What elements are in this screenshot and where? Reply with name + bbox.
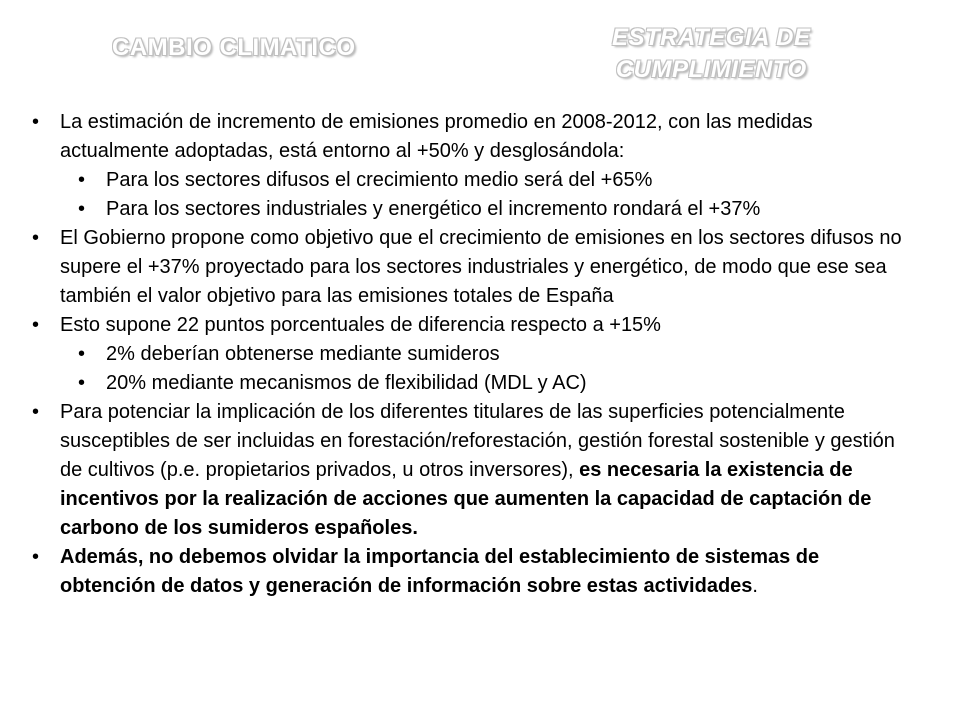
slide-title-right-line2: CUMPLIMIENTO bbox=[615, 56, 807, 83]
bullet-emissions-estimate: • La estimación de incremento de emisiones promedio en 2008-2012, con las medidas actualmente adoptadas, está entorno al +50% y desglosándola: bbox=[30, 108, 920, 166]
bullet-data-systems-end: . bbox=[752, 575, 758, 597]
bullet-incentives-text: Para potenciar la implicación de los diferentes titulares de las superficies potencialmente susceptibles de ser incluidas en forestación/reforestación, gestión forestal sostenible y gestión de cultivos (p.e. propietarios privados, u otros inversores), bbox=[60, 401, 895, 481]
bullet-data-systems bbox=[30, 543, 920, 601]
sub-bullet-sinks: • 2% deberían obtenerse mediante sumideros bbox=[30, 340, 920, 369]
bullet-data-systems-bold-text: Además, no debemos olvidar la importancia del establecimiento de sistemas de obtención de datos y generación de información sobre estas actividades bbox=[60, 546, 820, 597]
slide-title-right bbox=[612, 22, 811, 86]
sub-bullet-diffuse-sectors: • Para los sectores difusos el crecimiento medio será del +65% bbox=[30, 166, 920, 195]
sub-bullet-flexibility-mechanisms: • 20% mediante mecanismos de flexibilidad (MDL y AC) bbox=[30, 369, 920, 398]
slide-title-right-line1: ESTRATEGIA DE bbox=[612, 24, 811, 51]
bullet-incentives-bold-text: es necesaria la existencia de incentivos por la realización de acciones que aumenten la capacidad de captación de carbono de los sumideros españoles. bbox=[60, 459, 872, 539]
sub-bullet-industrial-sectors: • Para los sectores industriales y energético el incremento rondará el +37% bbox=[30, 195, 920, 224]
slide-title-left: CAMBIO CLIMATICO bbox=[112, 34, 356, 61]
slide-body bbox=[30, 108, 920, 601]
bullet-government-objective: • El Gobierno propone como objetivo que el crecimiento de emisiones en los sectores difusos no supere el +37% proyectado para los sectores industriales y energético, de modo que ese sea también el valor objetivo para las emisiones totales de España bbox=[30, 224, 920, 311]
bullet-incentives bbox=[30, 398, 920, 543]
bullet-percentage-points: • Esto supone 22 puntos porcentuales de diferencia respecto a +15% bbox=[30, 311, 920, 340]
